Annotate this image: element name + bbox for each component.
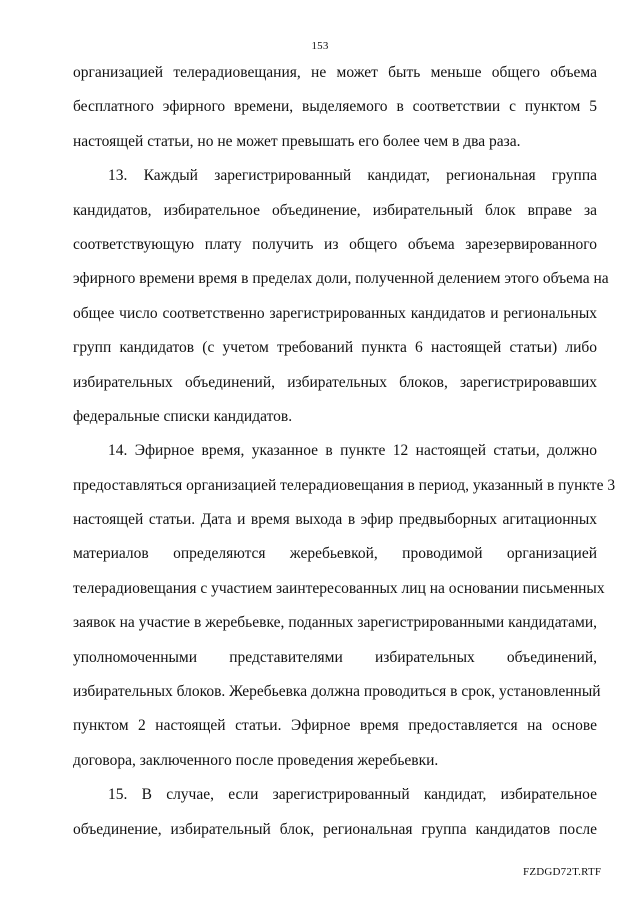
text-line: объединение, избирательный блок, региональная группа кандидатов после [73, 820, 597, 838]
text-line: предоставляться организацией телерадиовещания в период, указанный в пункте 3 [73, 476, 616, 494]
text-line: соответствующую плату получить из общего объема зарезервированного [73, 235, 597, 253]
text-line: уполномоченными представителями избирательных объединений, [73, 648, 597, 666]
page-number: 153 [311, 40, 329, 52]
text-line: групп кандидатов (с учетом требований пункта 6 настоящей статьи) либо [73, 339, 597, 357]
text-line: эфирного времени время в пределах доли, полученной делением этого объема на [73, 270, 609, 288]
text-line: пунктом 2 настоящей статьи. Эфирное время предоставляется на основе [73, 717, 597, 735]
text-line: 15. В случае, если зарегистрированный кандидат, избирательное [108, 786, 597, 804]
text-line: 14. Эфирное время, указанное в пункте 12 настоящей статьи, должно [108, 442, 597, 460]
paragraph-item-15 [73, 778, 597, 847]
text-line: настоящей статьи, но не может превышать его более чем в два раза. [73, 132, 521, 150]
text-line: договора, заключенного после проведения жеребьевки. [73, 751, 439, 769]
text-line: телерадиовещания с участием заинтересованных лиц на основании письменных [73, 579, 605, 597]
text-line: 13. Каждый зарегистрированный кандидат, региональная группа [108, 167, 597, 185]
text-line: избирательных объединений, избирательных блоков, зарегистрировавших [73, 373, 597, 391]
text-line: настоящей статьи. Дата и время выхода в эфир предвыборных агитационных [73, 511, 597, 529]
text-line: избирательных блоков. Жеребьевка должна проводиться в срок, установленный [73, 683, 601, 701]
text-line: общее число соответственно зарегистрированных кандидатов и региональных [73, 304, 597, 322]
text-line: заявок на участие в жеребьевке, поданных зарегистрированными кандидатами, [73, 614, 597, 632]
file-code-footer: FZDGD72T.RTF [523, 866, 602, 878]
text-line: кандидатов, избирательное объединение, избирательный блок вправе за [73, 201, 597, 219]
text-line: бесплатного эфирного времени, выделяемого в соответствии с пунктом 5 [73, 98, 597, 116]
text-line: организацией телерадиовещания, не может быть меньше общего объема [73, 64, 597, 81]
document-body [73, 56, 616, 847]
paragraph-item-14 [73, 434, 616, 778]
paragraph-continuation [73, 56, 597, 159]
paragraph-item-13 [73, 159, 609, 434]
text-line: материалов определяются жеребьевкой, проводимой организацией [73, 545, 597, 563]
text-line: федеральные списки кандидатов. [73, 407, 293, 425]
